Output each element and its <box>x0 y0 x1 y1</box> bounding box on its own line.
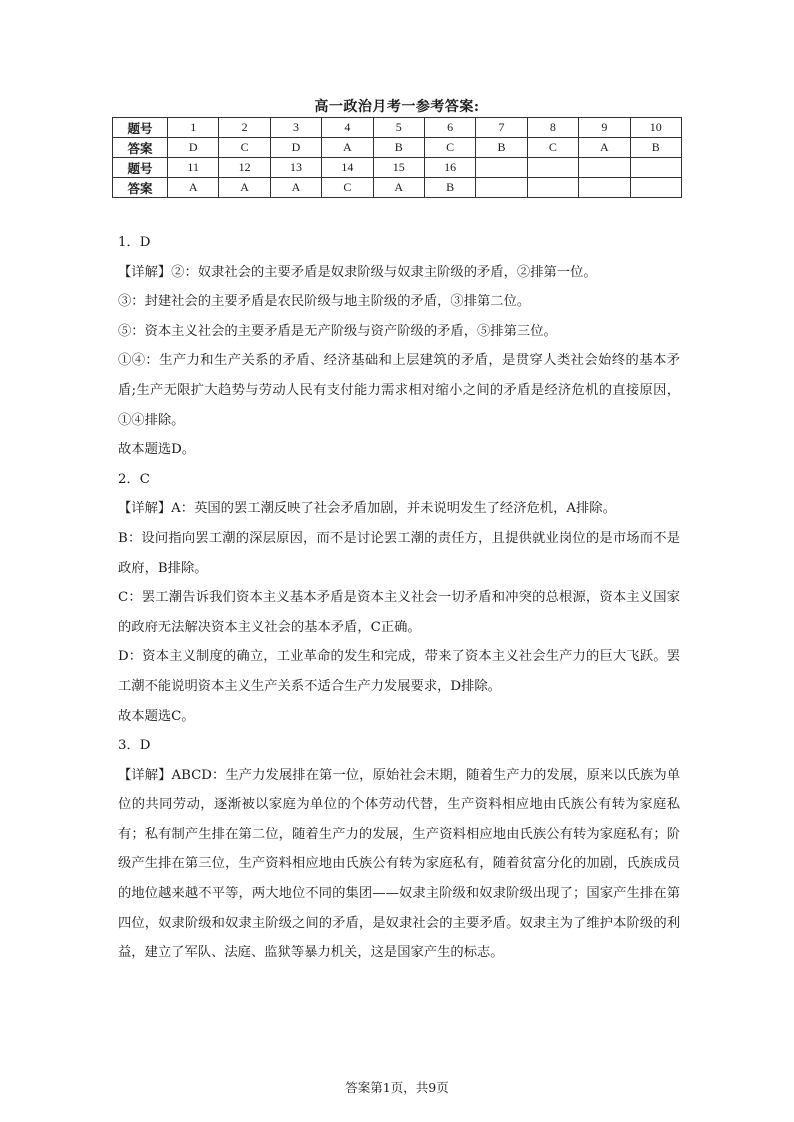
explanation-paragraph: C：罢工潮告诉我们资本主义基本矛盾是资本主义社会一切矛盾和冲突的总根源，资本主义国家的政府无法解决资本主义社会的基本矛盾，C正确。 <box>118 590 680 635</box>
page-footer: 答案第1页，共9页 <box>345 1080 449 1095</box>
table-cell: A <box>168 178 219 198</box>
page-title: 高一政治月考一参考答案: <box>314 99 480 115</box>
row-header: 答案 <box>113 138 168 158</box>
table-cell: 13 <box>270 158 321 178</box>
table-cell: 8 <box>527 118 578 138</box>
question-number: 3．D <box>118 738 151 754</box>
table-cell: 5 <box>373 118 424 138</box>
table-cell: D <box>270 138 321 158</box>
table-cell: 11 <box>168 158 219 178</box>
table-row <box>113 118 682 138</box>
table-cell: C <box>322 178 373 198</box>
row-header: 答案 <box>113 178 168 198</box>
explanation-paragraph: ⑤：资本主义社会的主要矛盾是无产阶级与资产阶级的矛盾，⑤排第三位。 <box>118 323 557 339</box>
table-cell <box>476 158 527 178</box>
table-row <box>113 138 682 158</box>
table-cell <box>476 178 527 198</box>
explanation-paragraph: 【详解】A：英国的罢工潮反映了社会矛盾加剧，并未说明发生了经济危机，A排除。 <box>118 501 616 517</box>
table-cell: D <box>168 138 219 158</box>
question-number: 1．D <box>118 235 151 250</box>
table-cell <box>630 158 681 178</box>
explanation-paragraph: D：资本主义制度的确立，工业革命的发生和完成，带来了资本主义社会生产力的巨大飞跃。罢工潮不能说明资本主义生产关系不适合生产力发展要求，D排除。 <box>118 649 680 694</box>
table-cell <box>630 178 681 198</box>
row-header: 题号 <box>113 158 168 178</box>
table-cell: A <box>270 178 321 198</box>
table-cell <box>527 178 578 198</box>
table-cell: A <box>322 138 373 158</box>
table-cell: 2 <box>219 118 270 138</box>
table-cell: 10 <box>630 118 681 138</box>
table-cell: 14 <box>322 158 373 178</box>
conclusion-line: 故本题选C。 <box>118 708 195 724</box>
table-cell: 3 <box>270 118 321 138</box>
table-cell: 4 <box>322 118 373 138</box>
table-row <box>113 178 682 198</box>
table-cell: B <box>424 178 475 198</box>
table-cell <box>579 178 630 198</box>
table-cell: 6 <box>424 118 475 138</box>
explanation-paragraph: ③：封建社会的主要矛盾是农民阶级与地主阶级的矛盾，③排第二位。 <box>118 294 531 310</box>
question-number: 2．C <box>118 471 150 487</box>
row-header: 题号 <box>113 118 168 138</box>
table-cell: 1 <box>168 118 219 138</box>
table-cell: C <box>424 138 475 158</box>
table-cell: A <box>579 138 630 158</box>
table-cell: 7 <box>476 118 527 138</box>
answer-table <box>112 117 682 198</box>
table-cell: A <box>373 178 424 198</box>
table-cell: C <box>219 138 270 158</box>
explanation-paragraph: 【详解】②：奴隶社会的主要矛盾是奴隶阶级与奴隶主阶级的矛盾，②排第一位。 <box>118 264 597 280</box>
table-cell: C <box>527 138 578 158</box>
table-cell: B <box>373 138 424 158</box>
table-row <box>113 158 682 178</box>
table-cell: 15 <box>373 158 424 178</box>
table-cell: 16 <box>424 158 475 178</box>
table-cell: B <box>476 138 527 158</box>
explanation-paragraph: B：设问指向罢工潮的深层原因，而不是讨论罢工潮的责任方，且提供就业岗位的是市场而不是政府，B排除。 <box>118 530 680 576</box>
table-cell: B <box>630 138 681 158</box>
table-cell <box>579 158 630 178</box>
table-cell <box>527 158 578 178</box>
table-cell: 12 <box>219 158 270 178</box>
table-cell: A <box>219 178 270 198</box>
explanation-paragraph: ①④：生产力和生产关系的矛盾、经济基础和上层建筑的矛盾，是贯穿人类社会始终的基本矛盾;生产无限扩大趋势与劳动人民有支付能力需求相对缩小之间的矛盾是经济危机的直接原因，①④排除。 <box>118 353 680 428</box>
explanation-paragraph: 【详解】ABCD：生产力发展排在第一位，原始社会末期，随着生产力的发展，原来以氏族为单位的共同劳动，逐渐被以家庭为单位的个体劳动代替，生产资料相应地由氏族公有转为家庭私有；私有制产生排在第二位，随着生产力的发展，生产资料相应地由氏族公有转为家庭私有；阶级产生排在第三位，生产资料相应地由氏族公有转为家庭私有，随着贫富分化的加剧，氏族成员的地位越来越不平等，两大地位不同的集团——奴隶主阶级和奴隶阶级出现了；国家产生排在第四位，奴隶阶级和奴隶主阶级之间的矛盾，是奴隶社会的主要矛盾。奴隶主为了维护本阶级的利益，建立了军队、法庭、监狱等暴力机关，这是国家产生的标志。 <box>118 767 680 961</box>
answer-explanations <box>118 228 680 968</box>
table-cell: 9 <box>579 118 630 138</box>
conclusion-line: 故本题选D。 <box>118 442 196 458</box>
